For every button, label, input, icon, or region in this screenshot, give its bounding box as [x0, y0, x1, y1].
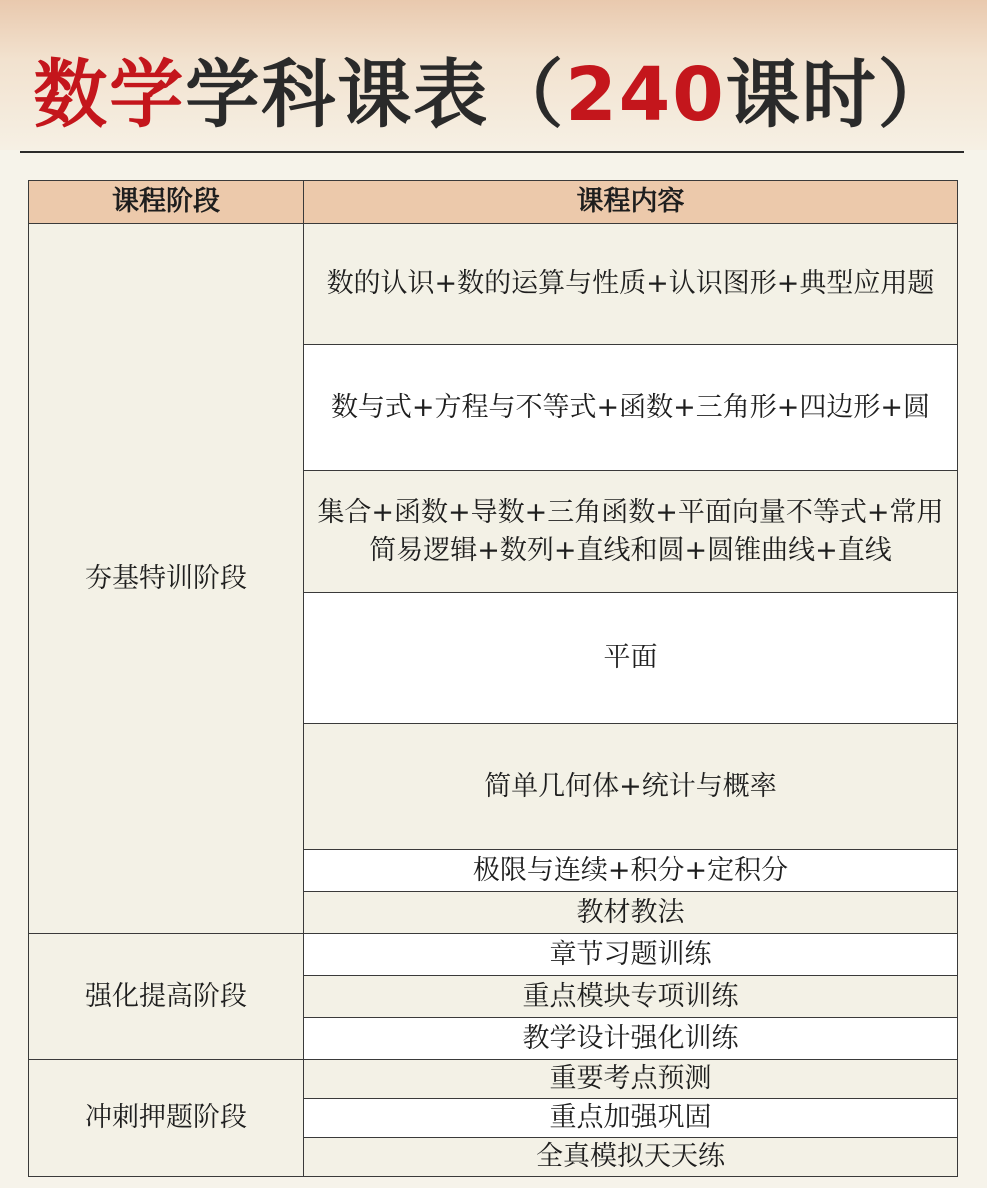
content-cell: 教材教法 [304, 892, 958, 934]
title-subject: 数学 [33, 52, 186, 138]
header-content: 课程内容 [304, 181, 958, 224]
content-cell: 全真模拟天天练 [304, 1138, 958, 1177]
content-cell: 章节习题训练 [304, 934, 958, 976]
content-cell: 教学设计强化训练 [304, 1018, 958, 1060]
content-cell: 集合+函数+导数+三角函数+平面向量不等式+常用简易逻辑+数列+直线和圆+圆锥曲线+直线 [304, 471, 958, 593]
stage-cell-sprint: 冲刺押题阶段 [29, 1060, 304, 1177]
page-title [0, 40, 987, 150]
table-row [29, 224, 958, 345]
header-stage: 课程阶段 [29, 181, 304, 224]
content-cell: 数与式+方程与不等式+函数+三角形+四边形+圆 [304, 345, 958, 471]
content-cell: 重点加强巩固 [304, 1099, 958, 1138]
table-row [29, 934, 958, 976]
content-cell: 重点模块专项训练 [304, 976, 958, 1018]
stage-cell-foundation: 夯基特训阶段 [29, 224, 304, 934]
title-middle: 学科课表（ [185, 52, 566, 138]
content-cell: 重要考点预测 [304, 1060, 958, 1099]
table-header-row [29, 181, 958, 224]
course-schedule-table [28, 180, 958, 1177]
content-cell: 极限与连续+积分+定积分 [304, 850, 958, 892]
stage-cell-intensive: 强化提高阶段 [29, 934, 304, 1060]
title-divider [20, 151, 964, 153]
title-hours: 240 [565, 52, 726, 138]
content-cell: 平面 [304, 593, 958, 724]
content-cell: 简单几何体+统计与概率 [304, 724, 958, 850]
title-end: 课时） [725, 52, 954, 138]
table-row [29, 1060, 958, 1099]
content-cell: 数的认识+数的运算与性质+认识图形+典型应用题 [304, 224, 958, 345]
